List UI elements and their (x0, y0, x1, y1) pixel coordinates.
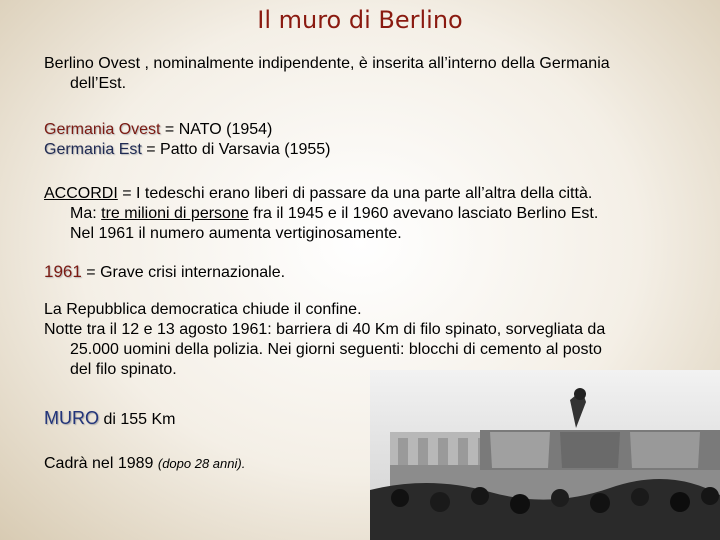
confine-line2: Notte tra il 12 e 13 agosto 1961: barriera di 40 Km di filo spinato, sorvegliata da (44, 321, 606, 338)
berlin-wall-photo-svg (370, 370, 720, 540)
germania-est-line (44, 140, 331, 160)
germania-ovest-label: Germania Ovest (44, 121, 161, 138)
paragraph-accordi (44, 184, 598, 244)
confine-line3: 25.000 uomini della polizia. Nei giorni seguenti: blocchi di cemento al posto (70, 341, 602, 358)
germania-est-label: Germania Est (44, 141, 142, 158)
germania-est-value: = Patto di Varsavia (1955) (141, 141, 331, 158)
paragraph-berlino-ovest (44, 54, 610, 94)
accordi-text: = I tedeschi erano liberi di passare da una parte all’altra della città. (117, 185, 593, 202)
germania-ovest-value: = NATO (1954) (160, 121, 273, 138)
germania-ovest-line (44, 120, 331, 140)
year-1961: 1961 (44, 262, 82, 281)
accordi-line3: Nel 1961 il numero aumenta vertiginosamente. (70, 225, 402, 242)
p1-line1: Berlino Ovest , nominalmente indipendente, è inserita all’interno della Germania (44, 55, 610, 72)
slide-title: Il muro di Berlino (257, 6, 463, 34)
muro-rest: di 155 Km (99, 411, 176, 428)
confine-line4: del filo spinato. (70, 361, 177, 378)
paragraph-confine (44, 300, 605, 380)
accordi-line2 (44, 204, 598, 224)
accordi-label: ACCORDI (44, 185, 118, 202)
berlin-wall-photo (370, 370, 720, 540)
confine-line1: La Repubblica democratica chiude il confine. (44, 301, 362, 318)
caduta-italic: (dopo 28 anni). (157, 456, 246, 471)
paragraph-germanie (44, 120, 331, 160)
paragraph-1989 (44, 454, 245, 474)
muro-label: MURO (44, 408, 99, 428)
paragraph-muro (44, 408, 175, 430)
ma-prefix: Ma: (70, 205, 102, 222)
accordi-line1 (44, 184, 598, 204)
ma-underlined: tre milioni di persone (101, 205, 249, 222)
p1-line2: dell’Est. (70, 75, 127, 92)
ma-rest: fra il 1945 e il 1960 avevano lasciato Berlino Est. (248, 205, 599, 222)
crisi-text: = Grave crisi internazionale. (81, 264, 286, 281)
paragraph-1961 (44, 262, 285, 283)
caduta-text: Cadrà nel 1989 (44, 455, 158, 472)
